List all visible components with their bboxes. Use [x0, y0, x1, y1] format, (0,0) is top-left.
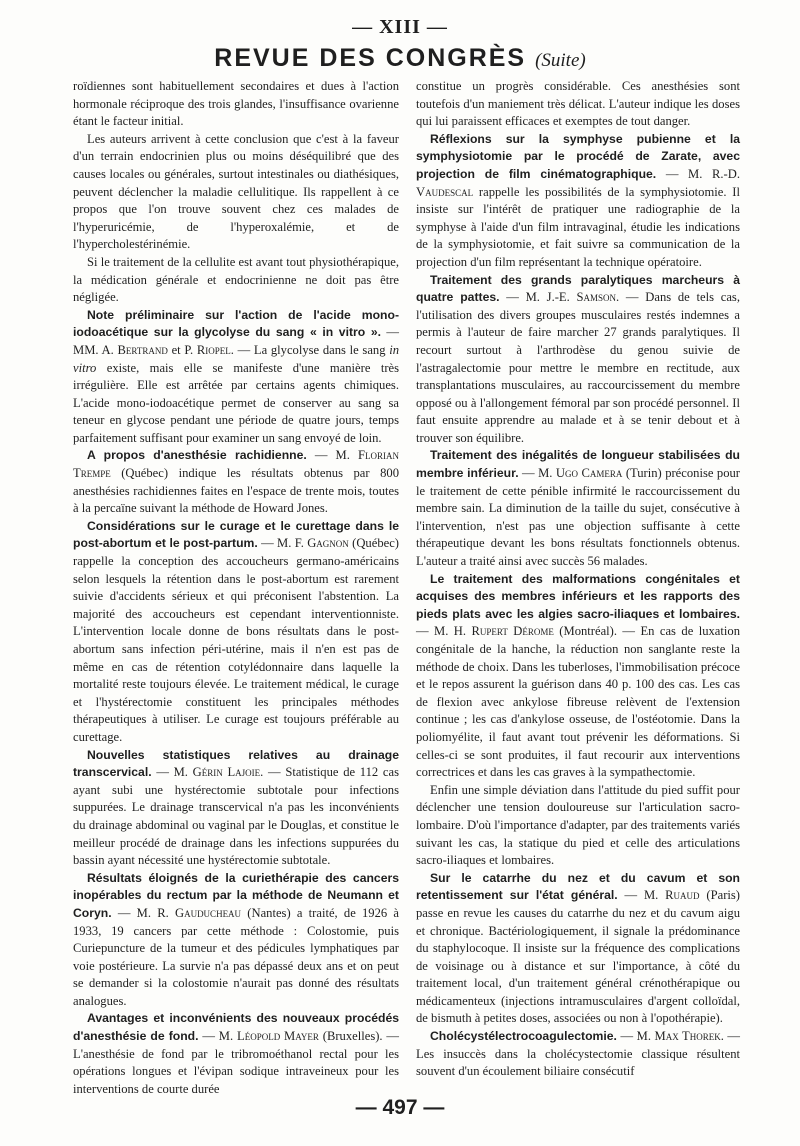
text: — M. J.-E.	[499, 290, 577, 305]
article-body: (Québec) rappelle la conception des accoucheurs germano-américains selon lesquels la rétention dans le post-abortum est rarement suivie d'accidents sérieux et qui préconisent l'abstention. La majorité des accoucheurs est cependant interventionniste. L'intervention locale donne de bons résultats dans le post-abortum sans infection péri-utérine, mais il n'en est pas de même en cas de rétention cotylédonnaire dans laquelle la mortalité reste toujours élevée. Le traitement médical, le curage et l'hystérectomie constituent les principales méthodes thérapeutiques à utiliser. Le curage est toujours préférable au curettage.	[73, 536, 399, 744]
text: et P.	[167, 342, 197, 357]
article-title: Traitement des inégalités de longueur stabilisées du membre inférieur.	[416, 448, 740, 481]
text: — M. R.-D.	[656, 166, 740, 181]
author-name: Samson	[576, 290, 617, 305]
paragraph: Si le traitement de la cellulite est avant tout physiothérapique, la médication générale et endocrinienne ne doit pas être négligée.	[73, 254, 399, 305]
text: — M. H.	[416, 624, 472, 639]
article-entry	[416, 131, 740, 272]
article-entry	[416, 447, 740, 570]
article-title: Nouvelles statistiques relatives au drainage transcervical.	[73, 747, 399, 780]
article-body: (Montréal). — En cas de luxation congénitale de la hanche, la réduction non sanglante reste la méthode de choix. Dans les tuberloses, l'immobilisation précoce et le repos assurent la guérison dans 40 p. 100 des cas. Les cas de flexion avec ankylose fibreuse relèvent de l'extension continue ; les cas d'ankylose osseuse, de l'ostéotomie. Dans la poliomyélite, il faut avant tout prévenir les déformations. Si celles-ci se sont produites, il faut recourir aux interventions correctrices et dans les cas graves à la sympathectomie.	[416, 624, 740, 780]
text: — M.	[616, 1029, 655, 1044]
author-name: Ugo Camera	[555, 466, 623, 481]
page-number: — 497 —	[355, 1096, 445, 1119]
italic-term: in vitro	[73, 342, 400, 375]
page-roman-numeral: — XIII —	[352, 16, 448, 38]
article-title: Considérations sur le curage et le curettage dans le post-abortum et le post-partum.	[73, 518, 399, 551]
article-title: Le traitement des malformations congénitales et acquises des membres inférieurs et les rapports des pieds plats avec les algies sacro-iliaques et lombaires.	[416, 571, 740, 621]
article-body: (Bruxelles). — L'anesthésie de fond par le tribromoéthanol rectal pour les opérations longues et l'évipan sodique intraveineux pour les interventions de courte durée	[73, 1029, 400, 1096]
article-body: existe, mais elle se manifeste d'une manière très irrégulière. Elle est arrêtée par certains agents chimiques. L'acide mono-iodoacétique permet de conserver au sang sa teneur en glycose pendant une période de quatre jours, temps parfaitement suffisant pour examiner un sang envoyé de loin.	[73, 360, 399, 445]
text: — M.	[617, 888, 666, 903]
article-title: Avantages et inconvénients des nouveaux procédés d'anesthésie de fond.	[73, 1011, 399, 1044]
page-title	[0, 44, 800, 73]
article-title: Cholécystélectrocoagulectomie.	[430, 1029, 617, 1044]
article-entry	[73, 307, 399, 448]
article-body: . — La glycolyse dans le sang	[230, 342, 390, 357]
text: — M. F.	[257, 536, 308, 551]
right-column	[416, 78, 740, 1081]
article-body: . — Dans de tels cas, l'utilisation des divers groupes musculaires restés indemnes a permis à l'auteur de faire marcher 27 grands paralytiques. Il recourt surtout à l'arthrodèse du genou suivie de l'astragalectomie pour mettre le membre en rectitude, aux transplantations musculaires, au raccourcissement du membre opposé ou à l'allongement fémoral par son procédé personnel. Il faut ensuite apprendre au malade et à se tenir debout et à trouver son équilibre.	[416, 290, 740, 445]
author-name: Gagnon	[307, 536, 349, 551]
article-body: (Nantes) a traité, de 1926 à 1933, 19 cancers par cette méthode : Colostomie, puis Curiepuncture de la tumeur et des pédicules lymphatiques par voie postérieure. La survie n'a pas dépassé deux ans et on peut se demander si la colostomie n'aurait pas donné des résultats analogues.	[73, 905, 399, 1008]
text: — MM. A.	[73, 325, 399, 357]
author-name: Max Thorek	[654, 1029, 721, 1044]
author-name: Riopel	[196, 342, 231, 357]
author-name: Vaudescal	[416, 184, 474, 199]
paragraph: roïdiennes sont habituellement secondaires et dues à l'action hormonale réciproque des trois glandes, l'insuffisance ovarienne étant le facteur initial.	[73, 79, 399, 129]
author-name: Bertrand	[117, 342, 168, 357]
article-body: (Paris) passe en revue les causes du catarrhe du nez et du cavum aigu et chronique. Bactériologiquement, il signale la prédominance du staphylocoque. Il insiste sur la fréquence des complications de voisinage ou à distance et sur l'importance, à côté du traitement local, d'un traitement général crénothérapique ou médicamenteux (injections intramusculaires d'argent colloïdal, de bismuth à petites doses, associées ou non à l'opothérapie).	[416, 888, 740, 1026]
paragraph: Les auteurs arrivent à cette conclusion que c'est à la faveur d'un terrain endocrinien plus ou moins déséquilibré que des causes locales ou générales, surtout intestinales ou diathésiques, peuvent déclencher la maladie cellulitique. Ils rappellent à ce propos que l'on trouve souvent chez ces malades de l'hyperuricémie, de l'hyperoxalémie, et de l'hypercholestérinémie.	[73, 131, 399, 252]
article-entry	[416, 571, 740, 782]
text: — M.	[306, 448, 358, 463]
article-body: . — Les insuccès dans la cholécystectomie classique résultent souvent d'un écoulement biliaire consécutif	[416, 1029, 741, 1079]
text: — M.	[518, 466, 556, 481]
paragraph: constitue un progrès considérable. Ces anesthésies sont toutefois d'un maniement très délicat. L'auteur indique les doses qui lui paraissent efficaces et exemptes de tout danger.	[416, 79, 740, 129]
article-title: Résultats éloignés de la curiethérapie des cancers inopérables du rectum par la méthode de Neumann et Coryn.	[73, 870, 399, 920]
article-title: Réflexions sur la symphyse pubienne et la symphysiotomie par le procédé de Zarate, avec projection de film cinématographique.	[416, 131, 740, 181]
title-suite: (Suite)	[535, 50, 586, 71]
author-name: Florian Trempe	[73, 448, 399, 481]
article-entry	[416, 870, 740, 1028]
text: — M.	[151, 765, 193, 780]
article-entry	[416, 272, 740, 448]
article-body: (Québec) indique les résultats obtenus par 800 anesthésies rachidiennes faites en l'espace de trente mois, toutes à la percaïne suivant la méthode de Howard Jones.	[73, 466, 399, 516]
article-entry	[73, 870, 399, 1011]
article-entry	[73, 447, 399, 517]
left-column	[73, 78, 399, 1098]
text: — M.	[198, 1029, 237, 1044]
article-entry	[416, 1028, 740, 1081]
title-text: REVUE DES CONGRÈS	[214, 44, 527, 72]
author-name: Ruaud	[665, 888, 700, 903]
article-title: Traitement des grands paralytiques marcheurs à quatre pattes.	[416, 272, 740, 305]
author-name: Léopold Mayer	[237, 1029, 319, 1044]
article-body: rappelle les possibilités de la symphysiotomie. Il insiste sur l'intérêt de pratiquer une radiographie de la symphyse à l'aide d'un film intravaginal, étudie les indications de la symphysiotomie, et fait suivre sa communication de la projection d'un film représentant la technique opératoire.	[416, 184, 740, 269]
text: — M. R.	[111, 905, 175, 920]
article-title: Sur le catarrhe du nez et du cavum et son retentissement sur l'état général.	[416, 870, 740, 903]
article-entry	[73, 747, 399, 870]
article-body: . — Statistique de 112 cas ayant subi une hystérectomie subtotale pour infections suppurées. Le drainage transcervical n'a pas les inconvénients du drainage abdominal ou vaginal par le Douglas, et constitue le meilleur procédé de drainage dans les infections suppurées du bassin ayant nécessité une hystérectomie subtotale.	[73, 765, 399, 868]
article-entry	[73, 518, 399, 747]
article-title: A propos d'anesthésie rachidienne.	[87, 448, 307, 463]
author-name: Gauducheau	[174, 905, 242, 920]
author-name: Gérin Lajoie	[192, 765, 261, 780]
article-body: (Turin) préconise pour le traitement de cette pénible infirmité le raccourcissement du membre sain. La diminution de la taille du sujet, consécutive à l'intervention, n'est pas une objection suffisante à cette thérapeutique devant les bons résultats fonctionnels obtenus. L'auteur a traité ainsi avec succès 56 malades.	[416, 466, 740, 569]
paragraph: Enfin une simple déviation dans l'attitude du pied suffit pour déclencher une tension douloureuse sur l'articulation sacro-lombaire. D'où l'importance d'adapter, par des traitements variés suivant les cas, la statique du pied et celle des articulations sacro-iliaques et lombaires.	[416, 782, 740, 868]
article-title: Note préliminaire sur l'action de l'acide mono-iodoacétique sur la glycolyse du sang « in vitro ».	[73, 307, 399, 340]
author-name: Rupert Dérome	[471, 624, 554, 639]
article-entry	[73, 1010, 399, 1098]
